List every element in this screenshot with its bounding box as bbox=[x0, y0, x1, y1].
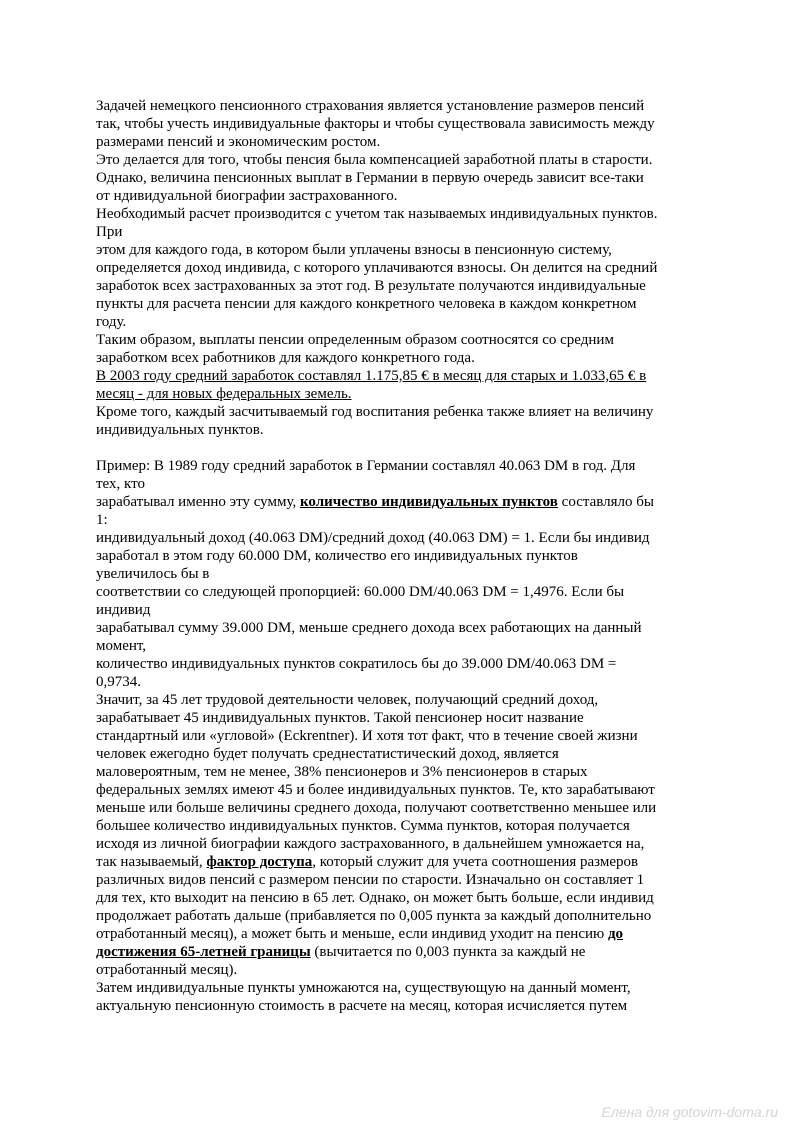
text-line: продолжает работать дальше (прибавляется по 0,005 пункта за каждый дополнительно bbox=[96, 908, 652, 924]
text-line: меньше или больше величины среднего дохода, получают соответственно меньшее или bbox=[96, 800, 657, 816]
text-line: заработок всех застрахованных за этот год. В результате получаются индивидуальные bbox=[96, 278, 646, 294]
text-line: размерами пенсий и экономическим ростом. bbox=[96, 134, 381, 150]
text-line: Кроме того, каждый засчитываемый год воспитания ребенка также влияет на величину bbox=[96, 404, 654, 420]
bold-underlined-term: достижения 65-летней границы bbox=[96, 944, 311, 960]
text-line: индивид bbox=[96, 602, 151, 618]
text-line: маловероятным, тем не менее, 38% пенсионеров и 3% пенсионеров в старых bbox=[96, 764, 588, 780]
text-line: увеличилось бы в bbox=[96, 566, 210, 582]
text-line: зарабатывает 45 индивидуальных пунктов. Такой пенсионер носит название bbox=[96, 710, 584, 726]
text-line: заработком всех работников для каждого конкретного года. bbox=[96, 350, 475, 366]
text-line: различных видов пенсий с размером пенсии по старости. Изначально он составляет 1 bbox=[96, 872, 645, 888]
bold-underlined-term: до bbox=[607, 926, 624, 942]
text-line: отработанный месяц). bbox=[96, 962, 238, 978]
text-line: Значит, за 45 лет трудовой деятельности человек, получающий средний доход, bbox=[96, 692, 599, 708]
text-line: Пример: В 1989 году средний заработок в Германии составлял 40.063 DM в год. Для bbox=[96, 458, 636, 474]
bold-underlined-term: фактор доступа bbox=[206, 854, 313, 870]
text-line: актуальную пенсионную стоимость в расчете на месяц, которая исчисляется путем bbox=[96, 998, 628, 1014]
text-line: 1: bbox=[96, 512, 108, 528]
text-line: человек ежегодно будет получать среднестатистический доход, является bbox=[96, 746, 559, 762]
text-run: зарабатывал именно эту сумму, bbox=[96, 494, 297, 510]
text-line: зарабатывал сумму 39.000 DM, меньше среднего дохода всех работающих на данный bbox=[96, 620, 642, 636]
text-line: так, чтобы учесть индивидуальные факторы и чтобы существовала зависимость между bbox=[96, 116, 655, 132]
text-line: Задачей немецкого пенсионного страхования является установление размеров пенсий bbox=[96, 98, 645, 114]
text-line: Таким образом, выплаты пенсии определенным образом соотносятся со средним bbox=[96, 332, 614, 348]
text-line: для тех, кто выходит на пенсию в 65 лет. Однако, он может быть больше, если индивид bbox=[96, 890, 654, 906]
text-line: большее количество индивидуальных пунктов. Сумма пунктов, которая получается bbox=[96, 818, 630, 834]
text-line: При bbox=[96, 224, 123, 240]
watermark: Елена для gotovim-doma.ru bbox=[601, 1104, 778, 1120]
text-line: 0,9734. bbox=[96, 674, 141, 690]
text-line: стандартный или «угловой» (Eckrentner). И хотя тот факт, что в течение своей жизни bbox=[96, 728, 638, 744]
text-line: этом для каждого года, в котором были уплачены взносы в пенсионную систему, bbox=[96, 242, 612, 258]
text-line: момент, bbox=[96, 638, 147, 654]
text-run: так называемый, bbox=[96, 854, 203, 870]
text-line: количество индивидуальных пунктов сократилось бы до 39.000 DM/40.063 DM = bbox=[96, 656, 617, 672]
text-line bbox=[96, 943, 706, 961]
bold-underlined-term: количество индивидуальных пунктов bbox=[299, 494, 558, 510]
text-line: исходя из личной биографии каждого застрахованного, в дальнейшем умножается на, bbox=[96, 836, 645, 852]
text-line: Затем индивидуальные пункты умножаются на, существующую на данный момент, bbox=[96, 980, 631, 996]
underlined-line: месяц - для новых федеральных земель. bbox=[96, 386, 352, 402]
text-line: соответствии со следующей пропорцией: 60.000 DM/40.063 DM = 1,4976. Если бы bbox=[96, 584, 625, 600]
text-line: тех, кто bbox=[96, 476, 145, 492]
text-run: , который служит для учета соотношения размеров bbox=[312, 854, 639, 870]
text-line bbox=[96, 853, 706, 871]
underlined-line: В 2003 году средний заработок составлял 1.175,85 € в месяц для старых и 1.033,65 € в bbox=[96, 368, 647, 384]
text-run: составляло бы bbox=[561, 494, 654, 510]
text-line: Это делается для того, чтобы пенсия была компенсацией заработной платы в старости. bbox=[96, 152, 653, 168]
text-line: федеральных землях имеют 45 и более индивидуальных пунктов. Те, кто зарабатывают bbox=[96, 782, 655, 798]
paragraph-gap bbox=[96, 439, 706, 457]
text-line: году. bbox=[96, 314, 127, 330]
document-page bbox=[96, 97, 706, 1015]
text-line: определяется доход индивида, с которого уплачиваются взносы. Он делится на средний bbox=[96, 260, 658, 276]
text-run: (вычитается по 0,003 пункта за каждый не bbox=[314, 944, 586, 960]
text-line: Необходимый расчет производится с учетом так называемых индивидуальных пунктов. bbox=[96, 206, 658, 222]
text-line: заработал в этом году 60.000 DM, количество его индивидуальных пунктов bbox=[96, 548, 578, 564]
text-line: пункты для расчета пенсии для каждого конкретного человека в каждом конкретном bbox=[96, 296, 637, 312]
text-line bbox=[96, 493, 706, 511]
text-line: индивидуальный доход (40.063 DM)/средний доход (40.063 DM) = 1. Если бы индивид bbox=[96, 530, 650, 546]
text-line: индивидуальных пунктов. bbox=[96, 422, 264, 438]
text-line: Однако, величина пенсионных выплат в Германии в первую очередь зависит все-таки bbox=[96, 170, 644, 186]
text-run: отработанный месяц), а может быть и меньше, если индивид уходит на пенсию bbox=[96, 926, 605, 942]
text-line bbox=[96, 925, 706, 943]
text-line: от ндивидуальной биографии застрахованного. bbox=[96, 188, 398, 204]
